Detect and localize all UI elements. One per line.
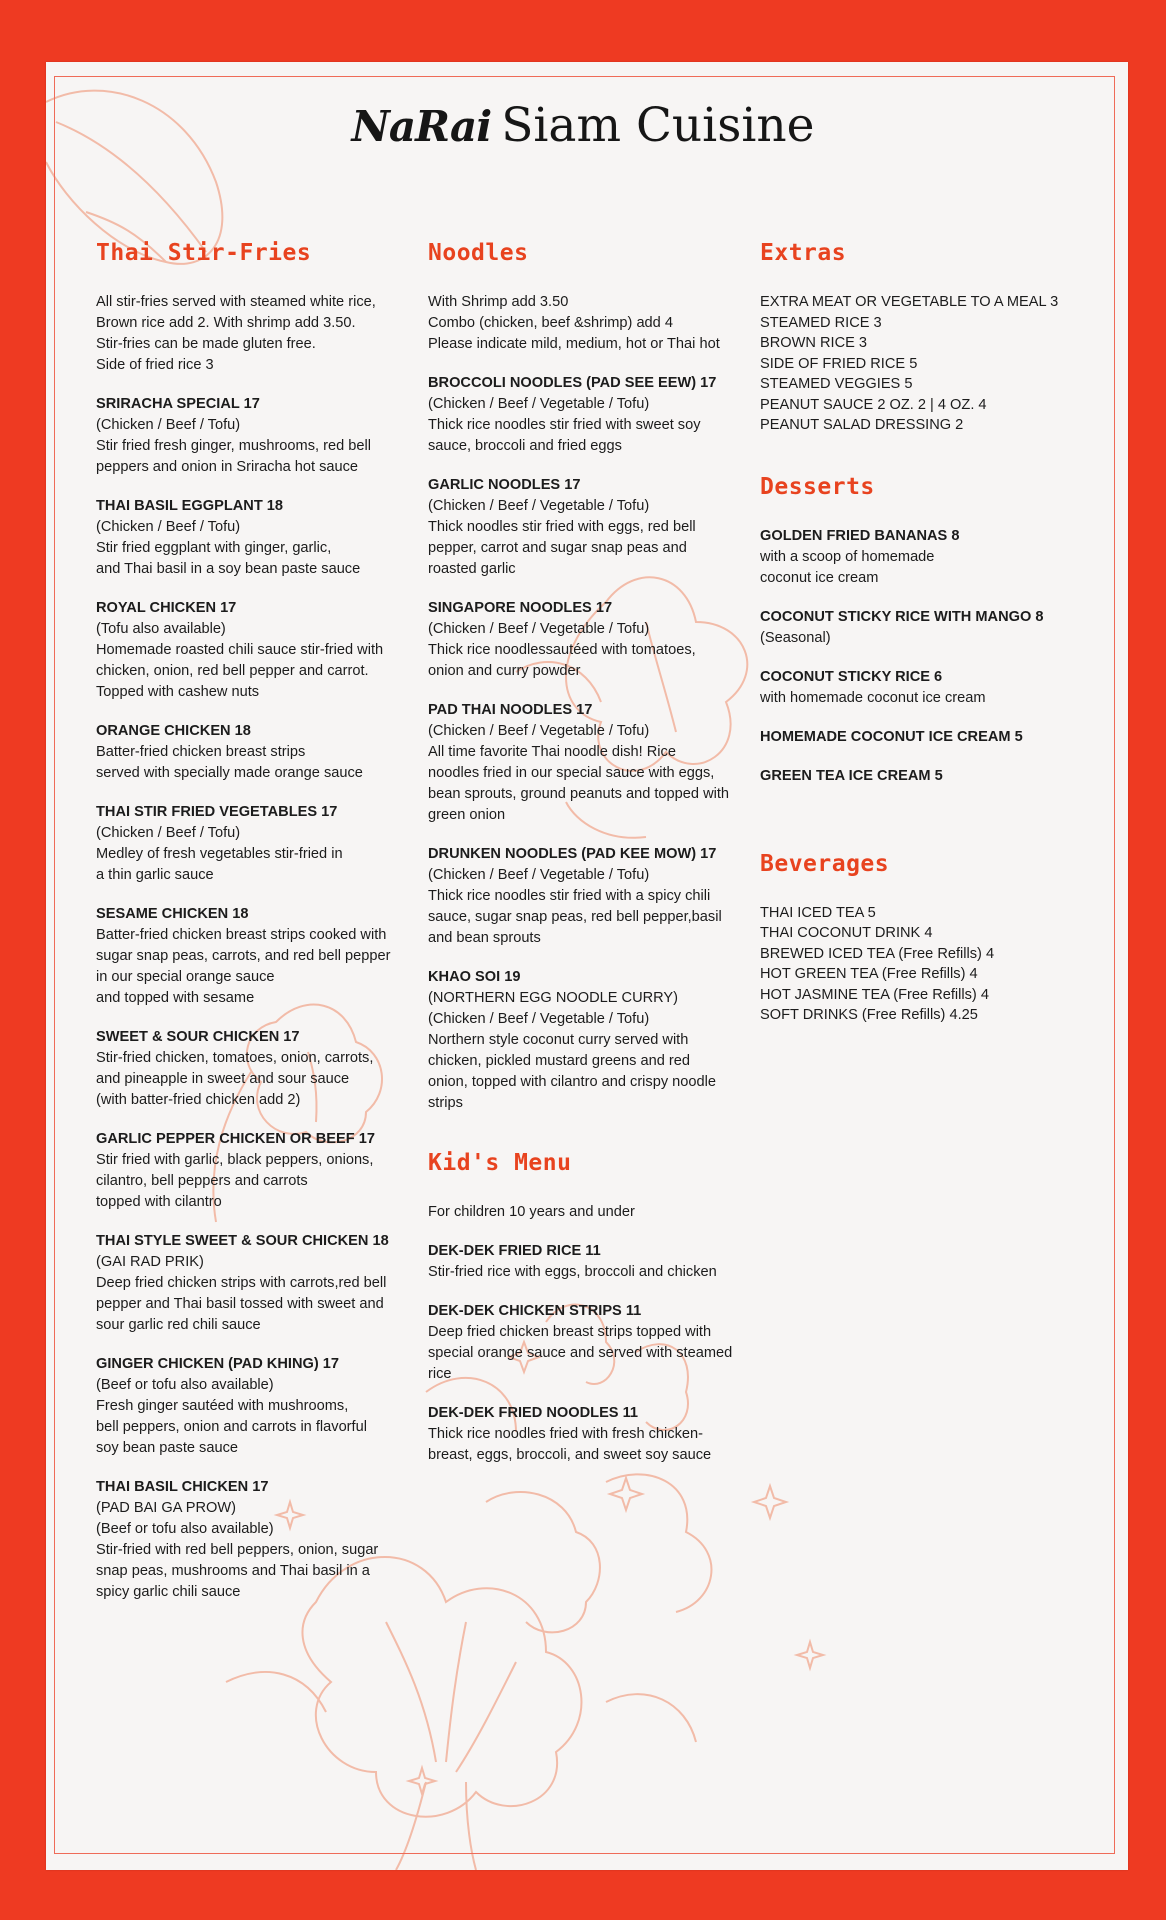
menu-item-name: SRIRACHA SPECIAL 17 [96,396,260,412]
list-line: PEANUT SAUCE 2 OZ. 2 | 4 OZ. 4 [760,396,987,413]
menu-item-description: (Seasonal) [760,629,831,646]
menu-items [760,526,1060,787]
restaurant-title [0,98,1166,153]
menu-item [96,598,396,703]
menu-items [428,1241,738,1466]
menu-item [428,844,738,949]
menu-item-description: Stir fried with garlic, black peppers, onions, [96,1152,374,1168]
menu-item [96,802,396,886]
list-line: THAI ICED TEA 5 [760,904,876,921]
menu-item-description: topped with cilantro [96,1194,222,1210]
list-line: STEAMED VEGGIES 5 [760,376,913,392]
menu-item [428,373,738,457]
menu-item-description: Thick rice noodlessautéed with tomatoes, [428,642,696,658]
menu-item-description: onion and curry powder [428,663,581,679]
menu-item-name: COCONUT STICKY RICE 6 [760,668,943,685]
menu-item-description: coconut ice cream [760,569,879,586]
menu-item-name: SWEET & SOUR CHICKEN 17 [96,1029,300,1045]
menu-item-description: Thick noodles stir fried with eggs, red bell [428,519,696,535]
menu-item-description: green onion [428,807,506,823]
menu-item-name: KHAO SOI 19 [428,969,521,985]
menu-item-name: GOLDEN FRIED BANANAS 8 [760,527,960,544]
title-text: Siam Cuisine [501,98,815,153]
menu-item [760,727,1060,748]
extras-list [760,292,1060,436]
menu-item-description: served with specially made orange sauce [96,765,363,781]
menu-item-description: Stir-fried with red bell peppers, onion, sugar [96,1542,379,1558]
menu-item-description: chicken, onion, red bell pepper and carrot. [96,663,369,679]
menu-item-description: Thick rice noodles fried with fresh chicken- [428,1426,703,1442]
menu-item-name: PAD THAI NOODLES 17 [428,702,593,718]
section-title-extras: Extras [760,240,847,266]
list-line: BREWED ICED TEA (Free Refills) 4 [760,945,995,962]
menu-item-name: GARLIC NOODLES 17 [428,477,581,493]
menu-item-description: (Chicken / Beef / Tofu) [96,417,241,433]
menu-item-description: pepper, carrot and sugar snap peas and [428,540,687,556]
menu-item [96,496,396,580]
section-title-noodles: Noodles [428,240,529,266]
menu-item-description: Thick rice noodles stir fried with a spicy chili [428,888,711,904]
menu-item [428,1301,738,1385]
menu-item-description: sauce, sugar snap peas, red bell pepper,basil [428,909,722,925]
intro-line: Combo (chicken, beef &shrimp) add 4 [428,315,673,331]
menu-item-name: DEK-DEK FRIED NOODLES 11 [428,1405,639,1421]
menu-item-description: sour garlic red chili sauce [96,1317,261,1333]
menu-item-name: GREEN TEA ICE CREAM 5 [760,767,943,784]
menu-item-description: noodles fried in our special sauce with eggs, [428,765,715,781]
menu-item [760,607,1060,649]
menu-item [760,766,1060,787]
menu-item-description: (Chicken / Beef / Vegetable / Tofu) [428,723,650,739]
menu-item-description: Thick rice noodles stir fried with sweet soy [428,417,701,433]
menu-item-name: SINGAPORE NOODLES 17 [428,600,613,616]
list-line: STEAMED RICE 3 [760,314,882,331]
menu-item-name: GARLIC PEPPER CHICKEN OR BEEF 17 [96,1131,375,1147]
section-title-stir-fries: Thai Stir-Fries [96,240,312,266]
section-intro [428,292,738,355]
menu-item [428,598,738,682]
menu-item [428,967,738,1114]
list-line: THAI COCONUT DRINK 4 [760,925,933,941]
menu-item-description: breast, eggs, broccoli, and sweet soy sauce [428,1447,712,1463]
section-intro [428,1202,738,1223]
menu-item-description: snap peas, mushrooms and Thai basil in a [96,1563,370,1579]
list-line: EXTRA MEAT OR VEGETABLE TO A MEAL 3 [760,294,1059,310]
menu-item-name: GINGER CHICKEN (PAD KHING) 17 [96,1356,339,1372]
list-line: HOT GREEN TEA (Free Refills) 4 [760,966,978,982]
menu-item-description: soy bean paste sauce [96,1440,238,1456]
menu-item-description: (PAD BAI GA PROW) [96,1500,237,1516]
column-noodles [428,238,738,1484]
menu-item-description: special orange sauce and served with steamed rice [428,1345,733,1382]
menu-item-description: chicken, pickled mustard greens and red [428,1053,691,1069]
menu-item-name: THAI BASIL CHICKEN 17 [96,1479,269,1495]
menu-item-description: and topped with sesame [96,990,255,1006]
menu-item-description: (Chicken / Beef / Tofu) [96,825,241,841]
menu-item-description: (NORTHERN EGG NOODLE CURRY) [428,990,679,1006]
menu-item-description: Homemade roasted chili sauce stir-fried with [96,642,384,658]
menu-item-description: and bean sprouts [428,930,541,946]
menu-item [96,394,396,478]
list-line: PEANUT SALAD DRESSING 2 [760,417,964,433]
menu-item-description: Stir-fried rice with eggs, broccoli and chicken [428,1264,717,1280]
menu-item-description: Deep fried chicken strips with carrots,red bell [96,1275,387,1291]
menu-item-description: sauce, broccoli and fried eggs [428,438,622,454]
menu-item-description: Northern style coconut curry served with [428,1032,689,1048]
menu-item [96,1354,396,1459]
menu-item [96,1231,396,1336]
menu-item-description: (Tofu also available) [96,621,226,637]
menu-item-description: (GAI RAD PRIK) [96,1254,204,1270]
menu-item-description: All time favorite Thai noodle dish! Rice [428,744,676,760]
menu-item [96,721,396,784]
intro-line: Please indicate mild, medium, hot or Thai hot [428,336,720,352]
menu-item [96,1477,396,1603]
menu-item-description: strips [428,1095,463,1111]
list-line: SIDE OF FRIED RICE 5 [760,355,918,372]
menu-item-description: cilantro, bell peppers and carrots [96,1173,308,1189]
menu-items [96,394,396,1603]
menu-item [760,667,1060,709]
intro-line: With Shrimp add 3.50 [428,294,569,310]
menu-item [428,1403,738,1466]
menu-item-name: HOMEMADE COCONUT ICE CREAM 5 [760,728,1023,745]
menu-item-name: ROYAL CHICKEN 17 [96,600,237,616]
intro-line: Side of fried rice 3 [96,357,214,373]
menu-item-description: sugar snap peas, carrots, and red bell pepper [96,948,391,964]
menu-item-description: (Beef or tofu also available) [96,1521,274,1537]
menu-item-description: (Chicken / Beef / Vegetable / Tofu) [428,621,650,637]
menu-item-description: a thin garlic sauce [96,867,214,883]
menu-item [96,1129,396,1213]
menu-item-description: with a scoop of homemade [760,548,935,565]
menu-item-description: Deep fried chicken breast strips topped with [428,1324,712,1340]
list-line: HOT JASMINE TEA (Free Refills) 4 [760,986,989,1003]
section-title-desserts: Desserts [760,473,875,500]
menu-item-name: DEK-DEK FRIED RICE 11 [428,1243,601,1259]
intro-line: Brown rice add 2. With shrimp add 3.50. [96,315,356,331]
menu-item-description: and Thai basil in a soy bean paste sauce [96,561,361,577]
menu-item-description: Stir fried fresh ginger, mushrooms, red bell [96,438,371,454]
menu-item-name: DRUNKEN NOODLES (PAD KEE MOW) 17 [428,846,717,862]
menu-item [96,1027,396,1111]
intro-line: All stir-fries served with steamed white rice, [96,294,376,310]
menu-item-description: Batter-fried chicken breast strips cooked with [96,927,387,943]
menu-item-description: (Chicken / Beef / Vegetable / Tofu) [428,867,650,883]
section-title-beverages: Beverages [760,850,890,877]
menu-item-description: Fresh ginger sautéed with mushrooms, [96,1398,349,1414]
menu-item-name: THAI STYLE SWEET & SOUR CHICKEN 18 [96,1233,389,1249]
menu-item-name: DEK-DEK CHICKEN STRIPS 11 [428,1303,642,1319]
menu-item [760,526,1060,589]
menu-item-description: (Beef or tofu also available) [96,1377,274,1393]
list-line: BROWN RICE 3 [760,335,868,351]
section-intro [96,292,396,376]
menu-item-description: and pineapple in sweet and sour sauce [96,1071,350,1087]
menu-item-name: SESAME CHICKEN 18 [96,906,249,922]
menu-item-name: ORANGE CHICKEN 18 [96,723,251,739]
menu-item-description: peppers and onion in Sriracha hot sauce [96,459,359,475]
intro-line: For children 10 years and under [428,1204,635,1220]
menu-item-description: Stir-fried chicken, tomatoes, onion, carrots, [96,1050,374,1066]
menu-item [428,1241,738,1283]
menu-items [428,373,738,1114]
menu-item-description: pepper and Thai basil tossed with sweet and [96,1296,384,1312]
menu-item-description: in our special orange sauce [96,969,275,985]
menu-item-description: (with batter-fried chicken add 2) [96,1092,301,1108]
section-title-kids: Kid's Menu [428,1150,572,1176]
menu-item-description: Medley of fresh vegetables stir-fried in [96,846,343,862]
menu-item-description: Topped with cashew nuts [96,684,260,700]
menu-item-name: THAI STIR FRIED VEGETABLES 17 [96,804,338,820]
beverages-list [760,903,1060,1026]
menu-item-description: spicy garlic chili sauce [96,1584,241,1600]
menu-item-description: (Chicken / Beef / Vegetable / Tofu) [428,396,650,412]
menu-item [96,904,396,1009]
menu-item-description: bean sprouts, ground peanuts and topped with [428,786,730,802]
intro-line: Stir-fries can be made gluten free. [96,336,316,352]
menu-item-description: (Chicken / Beef / Vegetable / Tofu) [428,1011,650,1027]
menu-item-description: bell peppers, onion and carrots in flavorful [96,1419,367,1435]
menu-item-description: (Chicken / Beef / Vegetable / Tofu) [428,498,650,514]
menu-item-description: onion, topped with cilantro and crispy noodle [428,1074,717,1090]
menu-item-name: BROCCOLI NOODLES (PAD SEE EEW) 17 [428,375,717,391]
menu-item-description: (Chicken / Beef / Tofu) [96,519,241,535]
column-stir-fries [96,238,396,1621]
menu-item-description: roasted garlic [428,561,516,577]
menu-item-name: COCONUT STICKY RICE WITH MANGO 8 [760,608,1044,625]
menu-item-description: Stir fried eggplant with ginger, garlic, [96,540,332,556]
column-extras [760,238,1060,1026]
menu-item-name: THAI BASIL EGGPLANT 18 [96,498,284,514]
menu-item [428,475,738,580]
menu-item-description: Batter-fried chicken breast strips [96,744,306,760]
menu-item [428,700,738,826]
logo-text: NaRai [351,102,492,151]
menu-item-description: with homemade coconut ice cream [760,689,986,706]
list-line: SOFT DRINKS (Free Refills) 4.25 [760,1007,978,1023]
